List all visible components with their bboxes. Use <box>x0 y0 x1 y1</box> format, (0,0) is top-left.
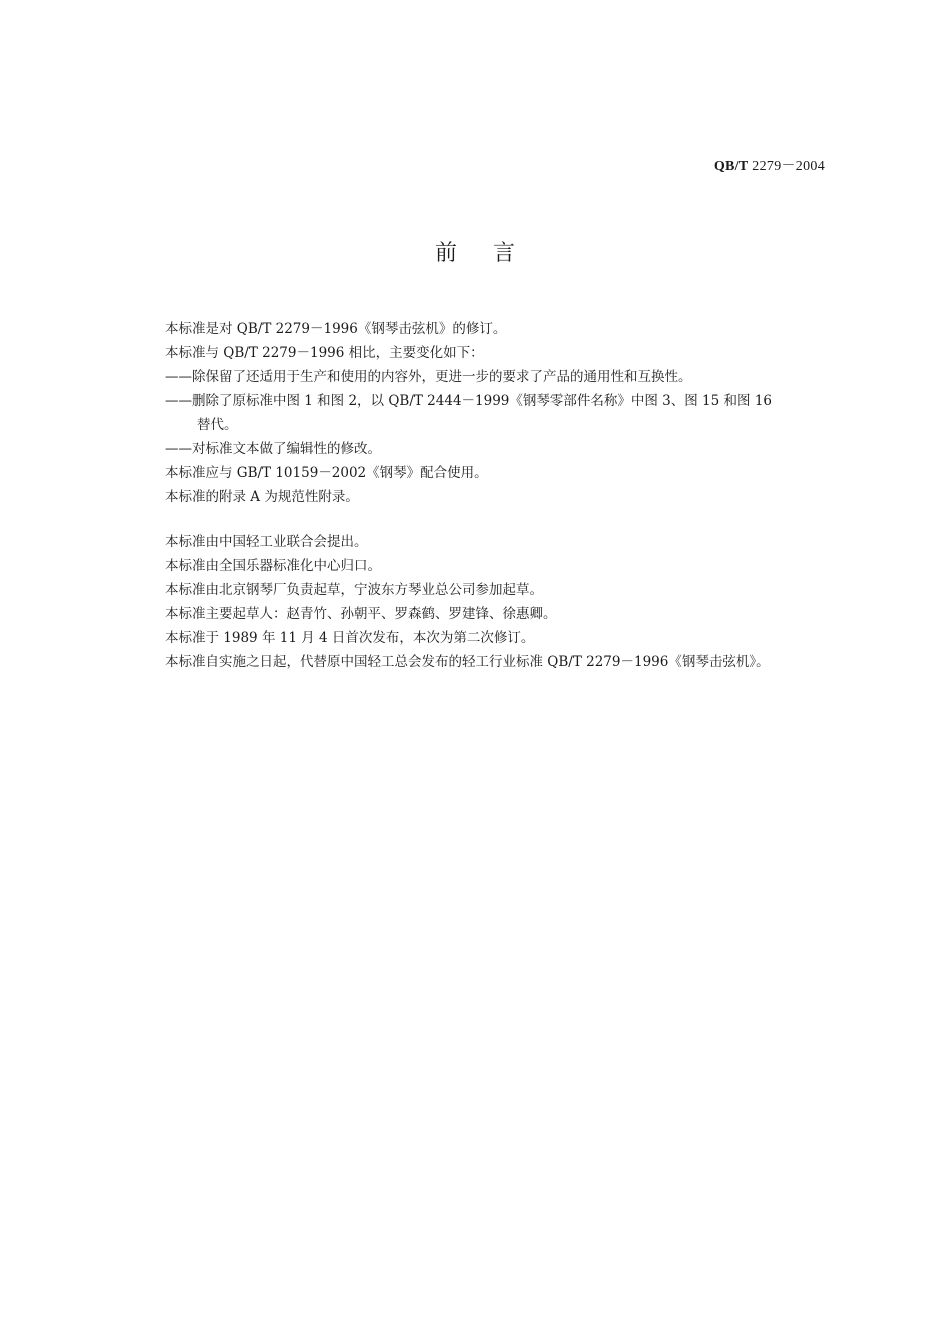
paragraph-line: 本标准主要起草人：赵青竹、孙朝平、罗森鹤、罗建锋、徐惠卿。 <box>165 606 557 622</box>
paragraph-line: 本标准由中国轻工业联合会提出。 <box>165 534 368 550</box>
standard-code-prefix: QB/T <box>713 159 749 174</box>
paragraph-line: 本标准于 1989 年 11 月 4 日首次发布，本次为第二次修订。 <box>165 630 535 646</box>
standard-number <box>714 155 825 175</box>
list-item-continuation: 替代。 <box>197 417 238 433</box>
paragraph-line: 本标准与 QB/T 2279－1996 相比，主要变化如下： <box>165 345 484 361</box>
paragraph-line: 本标准由北京钢琴厂负责起草，宁波东方琴业总公司参加起草。 <box>165 582 543 598</box>
paragraph-line: 本标准的附录 A 为规范性附录。 <box>165 489 359 505</box>
list-item: ——对标准文本做了编辑性的修改。 <box>165 441 381 457</box>
foreword-body <box>165 317 835 674</box>
paragraph-line: 本标准由全国乐器标准化中心归口。 <box>165 558 381 574</box>
page-title: 前言 <box>434 241 551 266</box>
list-item: ——删除了原标准中图 1 和图 2，以 QB/T 2444－1999《钢琴零部件名称》中图 3、图 15 和图 16 <box>165 393 772 409</box>
standard-code-year: 2279－2004 <box>748 159 825 174</box>
list-item: ——除保留了还适用于生产和使用的内容外，更进一步的要求了产品的通用性和互换性。 <box>165 369 692 385</box>
paragraph-line: 本标准自实施之日起，代替原中国轻工总会发布的轻工行业标准 QB/T 2279－1996《钢琴击弦机》。 <box>165 654 770 670</box>
paragraph-line: 本标准应与 GB/T 10159－2002《钢琴》配合使用。 <box>165 465 488 481</box>
paragraph-line: 本标准是对 QB/T 2279－1996《钢琴击弦机》的修订。 <box>165 321 507 337</box>
